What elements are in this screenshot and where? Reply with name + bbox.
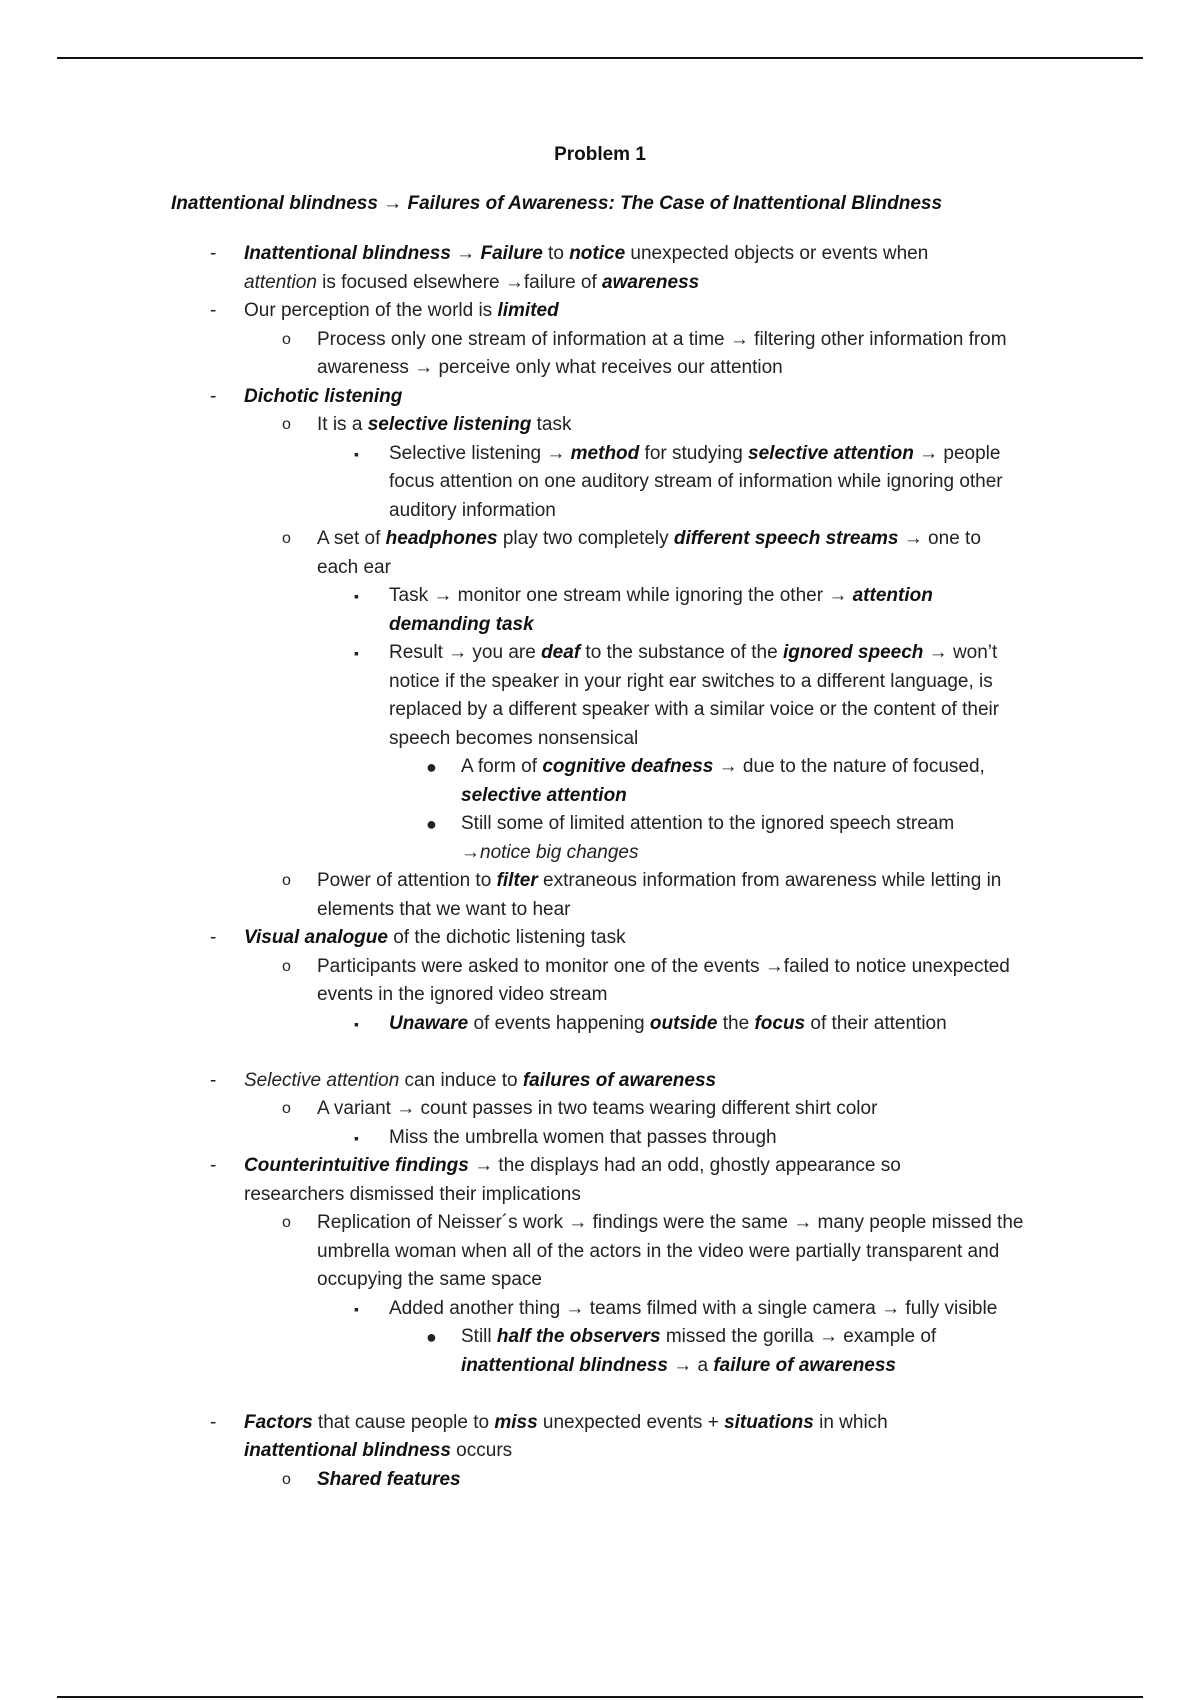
bullet-level-1 (0, 383, 980, 412)
dot-bullet-icon: ● (426, 1327, 437, 1347)
bullet-text: Shared features (317, 1468, 461, 1490)
bullet-level-2 (0, 1209, 1027, 1295)
bullet-level-3 (0, 582, 1009, 639)
circle-bullet-icon: o (282, 530, 291, 547)
square-bullet-icon: ▪ (354, 445, 359, 462)
bottom-rule (57, 1696, 1143, 1698)
bullet-level-4 (0, 1323, 1016, 1380)
bullet-level-3 (0, 1295, 1009, 1324)
bullet-text: Miss the umbrella women that passes through (389, 1126, 777, 1148)
bullet-text: A set of headphones play two completely different speech streams → one to each ear (317, 528, 981, 578)
circle-bullet-icon: o (282, 872, 291, 889)
dash-bullet-icon: - (210, 243, 217, 264)
square-bullet-icon: ▪ (354, 588, 359, 604)
page-subtitle: Inattentional blindness → Failures of Awareness: The Case of Inattentional Blindness (171, 193, 943, 214)
bullet-text: Power of attention to filter extraneous information from awareness while letting in elements that we want to hear (317, 870, 1002, 920)
bullet-text: Selective listening → method for studying selective attention → people focus attention on one auditory stream of information while ignoring other auditory information (389, 442, 1003, 521)
circle-bullet-icon: o (282, 957, 291, 975)
bullet-text: Participants were asked to monitor one of the events →failed to notice unexpected events in the ignored video stream (317, 955, 1010, 1005)
bullet-level-1 (0, 1152, 980, 1209)
bullet-text: A form of cognitive deafness → due to the nature of focused, selective attention (461, 756, 985, 806)
bullet-text: Dichotic listening (244, 385, 403, 407)
dot-bullet-icon: ● (426, 757, 437, 777)
top-rule (57, 57, 1143, 59)
bullet-text: Factors that cause people to miss unexpected events + situations in which inattentional blindness occurs (244, 1411, 888, 1461)
page-title: Problem 1 (554, 144, 646, 165)
bullet-level-1 (0, 924, 980, 953)
bullet-text: It is a selective listening task (317, 414, 572, 435)
bullet-text: A variant → count passes in two teams wearing different shirt color (317, 1098, 878, 1119)
bullet-level-3 (0, 1124, 1009, 1153)
bullet-text: Process only one stream of information at a time → filtering other information from awareness → perceive only what receives our attention (317, 328, 1007, 378)
circle-bullet-icon: o (282, 330, 291, 348)
dash-bullet-icon: - (210, 300, 217, 321)
bullet-text: Still some of limited attention to the ignored speech stream →notice big changes (461, 813, 955, 863)
square-bullet-icon: ▪ (354, 1015, 359, 1032)
dash-bullet-icon: - (210, 1069, 217, 1091)
bullet-text: Unaware of events happening outside the focus of their attention (389, 1012, 947, 1034)
bullet-level-2 (0, 411, 1027, 440)
dash-bullet-icon: - (210, 1155, 217, 1176)
circle-bullet-icon: o (282, 1100, 291, 1117)
dot-bullet-icon: ● (426, 814, 437, 834)
notes-body (0, 240, 1200, 1494)
bullet-level-2 (0, 525, 1027, 582)
bullet-text: Selective attention can induce to failures of awareness (244, 1069, 717, 1091)
bullet-level-4 (0, 810, 1016, 867)
square-bullet-icon: ▪ (354, 645, 359, 661)
square-bullet-icon: ▪ (354, 1129, 359, 1146)
bullet-level-3 (0, 1010, 1009, 1039)
circle-bullet-icon: o (282, 1214, 291, 1231)
blank-line (0, 1380, 1200, 1409)
bullet-level-2 (0, 1095, 1027, 1124)
blank-line (0, 1038, 1200, 1067)
bullet-level-2 (0, 867, 1027, 924)
bullet-text: Replication of Neisser´s work → findings were the same → many people missed the umbrella woman when all of the actors in the video were partially transparent and occupying the same space (317, 1212, 1024, 1290)
circle-bullet-icon: o (282, 1470, 291, 1488)
square-bullet-icon: ▪ (354, 1300, 359, 1317)
dash-bullet-icon: - (210, 927, 217, 948)
bullet-text: Inattentional blindness → Failure to notice unexpected objects or events when attention is focused elsewhere →failure of awareness (244, 243, 929, 293)
bullet-level-1 (0, 297, 980, 326)
bullet-level-2 (0, 326, 1027, 383)
bullet-level-3 (0, 639, 1009, 753)
dash-bullet-icon: - (210, 1411, 217, 1433)
bullet-level-1 (0, 240, 980, 297)
bullet-text: Our perception of the world is limited (244, 300, 559, 321)
bullet-text: Result → you are deaf to the substance of the ignored speech → won’t notice if the speaker in your right ear switches to a different language, is replaced by a different speaker with a similar voice or the content of their speech becomes nonsensical (389, 642, 1000, 749)
bullet-level-2 (0, 1466, 1027, 1495)
bullet-text: Added another thing → teams filmed with a single camera → fully visible (389, 1297, 998, 1319)
dash-bullet-icon: - (210, 385, 217, 407)
bullet-text: Visual analogue of the dichotic listening task (244, 927, 626, 948)
bullet-level-1 (0, 1067, 980, 1096)
bullet-level-3 (0, 440, 1009, 526)
bullet-level-4 (0, 753, 1016, 810)
circle-bullet-icon: o (282, 416, 291, 433)
bullet-level-1 (0, 1409, 980, 1466)
bullet-level-2 (0, 953, 1027, 1010)
bullet-text: Still half the observers missed the gorilla → example of inattentional blindness → a failure of awareness (461, 1326, 937, 1376)
bullet-text: Task → monitor one stream while ignoring the other → attention demanding task (389, 585, 933, 635)
bullet-text: Counterintuitive findings → the displays had an odd, ghostly appearance so researchers dismissed their implications (244, 1155, 901, 1205)
